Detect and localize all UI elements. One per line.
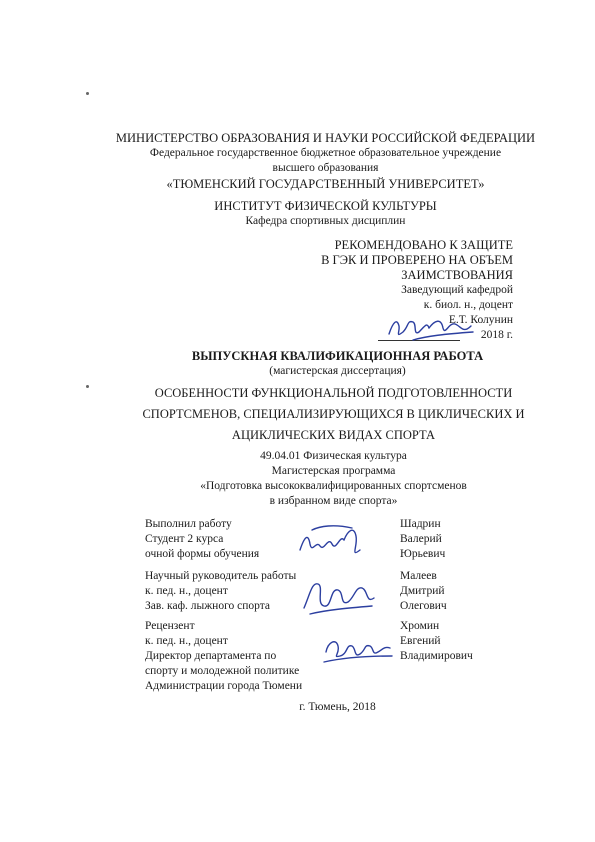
supervisor-role-line: Научный руководитель работы bbox=[145, 570, 297, 582]
supervisor-name-line: Олегович bbox=[400, 600, 447, 612]
specialty-code: 49.04.01 Физическая культура bbox=[260, 450, 407, 462]
work-subtype: (магистерская диссертация) bbox=[269, 365, 406, 377]
supervisor-signature bbox=[296, 570, 380, 620]
reviewer-role-line: Администрации города Тюмени bbox=[145, 680, 303, 692]
supervisor-name-line: Малеев bbox=[400, 570, 437, 582]
department-name: Кафедра спортивных дисциплин bbox=[245, 215, 406, 227]
city-year: г. Тюмень, 2018 bbox=[299, 701, 376, 713]
author-name-line: Шадрин bbox=[400, 518, 441, 530]
reviewer-role-line: Рецензент bbox=[145, 620, 195, 632]
reviewer-role-line: к. пед. н., доцент bbox=[145, 635, 228, 647]
author-signature bbox=[290, 520, 370, 568]
author-name-line: Юрьевич bbox=[400, 548, 446, 560]
program-name-line-2: в избранном виде спорта» bbox=[269, 495, 398, 507]
author-name-line: Валерий bbox=[400, 533, 442, 545]
author-role-line: Студент 2 курса bbox=[145, 533, 224, 545]
program-name-line-1: «Подготовка высококвалифицированных спортсменов bbox=[200, 480, 467, 492]
reviewer-role-line: Директор департамента по bbox=[145, 650, 277, 662]
work-type: ВЫПУСКНАЯ КВАЛИФИКАЦИОННАЯ РАБОТА bbox=[191, 349, 484, 363]
supervisor-name-line: Дмитрий bbox=[400, 585, 445, 597]
approval-year: 2018 г. bbox=[480, 329, 513, 341]
approval-line-1: РЕКОМЕНДОВАНО К ЗАЩИТЕ bbox=[334, 238, 513, 252]
supervisor-role-line: к. пед. н., доцент bbox=[145, 585, 228, 597]
institution-line-2: высшего образования bbox=[272, 162, 379, 174]
reviewer-signature bbox=[318, 632, 396, 668]
reviewer-name-line: Евгений bbox=[400, 635, 441, 647]
author-role-line: очной формы обучения bbox=[145, 548, 260, 560]
reviewer-role-line: спорту и молодежной политике bbox=[145, 665, 300, 677]
ministry-heading: МИНИСТЕРСТВО ОБРАЗОВАНИЯ И НАУКИ РОССИЙСКОЙ ФЕДЕРАЦИИ bbox=[115, 131, 536, 145]
thesis-title-line-3: АЦИКЛИЧЕСКИХ ВИДАХ СПОРТА bbox=[231, 428, 436, 442]
scan-mark bbox=[86, 92, 89, 95]
thesis-title-line-1: ОСОБЕННОСТИ ФУНКЦИОНАЛЬНОЙ ПОДГОТОВЛЕННОСТИ bbox=[154, 386, 513, 400]
supervisor-role-line: Зав. каф. лыжного спорта bbox=[145, 600, 271, 612]
institute-name: ИНСТИТУТ ФИЗИЧЕСКОЙ КУЛЬТУРЫ bbox=[214, 199, 437, 213]
approval-signature bbox=[383, 312, 478, 344]
program-label: Магистерская программа bbox=[271, 465, 396, 477]
approval-name: Е.Т. Колунин bbox=[448, 314, 513, 326]
university-name: «ТЮМЕНСКИЙ ГОСУДАРСТВЕННЫЙ УНИВЕРСИТЕТ» bbox=[166, 177, 485, 191]
approval-line-3: ЗАИМСТВОВАНИЯ bbox=[401, 268, 513, 282]
institution-line-1: Федеральное государственное бюджетное образовательное учреждение bbox=[149, 147, 502, 159]
reviewer-name-line: Хромин bbox=[400, 620, 440, 632]
thesis-title-line-2: СПОРТСМЕНОВ, СПЕЦИАЛИЗИРУЮЩИХСЯ В ЦИКЛИЧЕСКИХ И bbox=[142, 407, 525, 421]
approval-degree: к. биол. н., доцент bbox=[423, 299, 513, 311]
approval-line-2: В ГЭК И ПРОВЕРЕНО НА ОБЪЕМ bbox=[321, 253, 513, 267]
reviewer-name-line: Владимирович bbox=[400, 650, 473, 662]
author-role-line: Выполнил работу bbox=[145, 518, 232, 530]
approval-head-of-department: Заведующий кафедрой bbox=[401, 284, 513, 296]
